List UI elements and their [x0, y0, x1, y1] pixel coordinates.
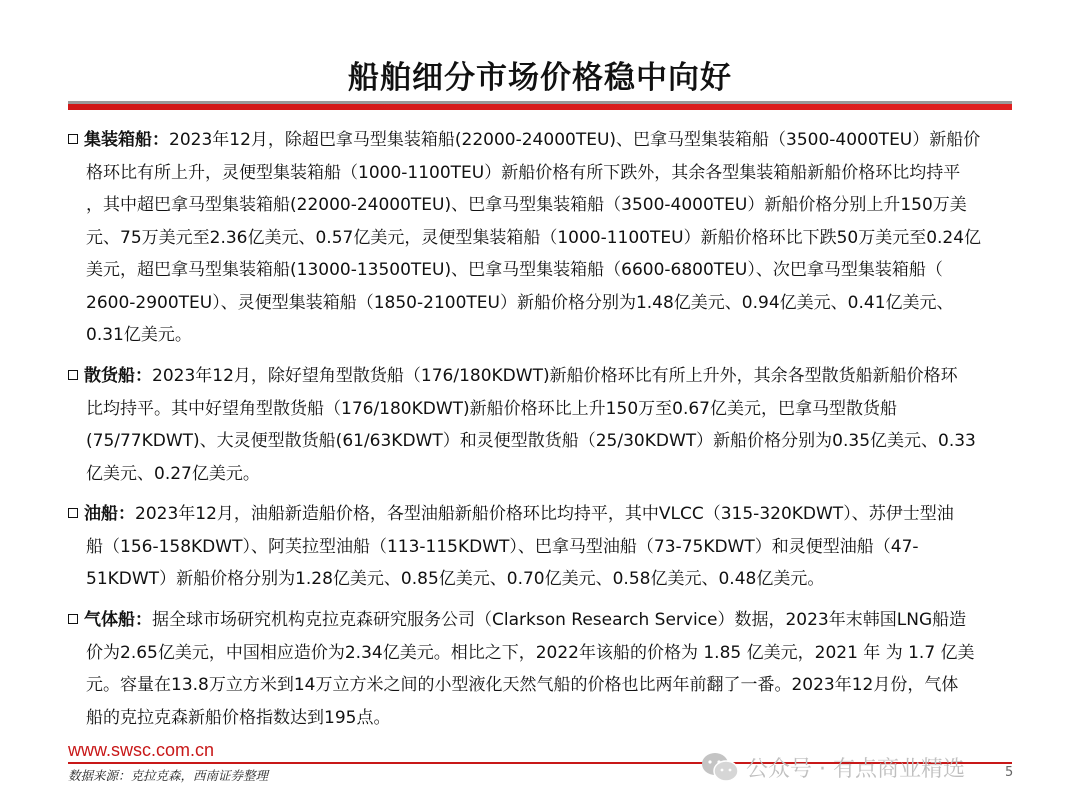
watermark-text: 公众号 · 有点商业精选: [746, 756, 965, 782]
section-line: ，其中超巴拿马型集装箱船(22000-24000TEU)、巴拿马型集装箱船（3500-4000TEU）新船价格分别上升150万美: [86, 195, 967, 215]
square-bullet-icon: [68, 508, 78, 518]
page-title: 船舶细分市场价格稳中向好: [348, 60, 732, 96]
section-line: 0.31亿美元。: [86, 325, 192, 345]
section-container-ships: [68, 124, 1018, 352]
section-line: (75/77KDWT)、大灵便型散货船(61/63KDWT）和灵便型散货船（25/30KDWT）新船价格分别为0.35亿美元、0.33: [86, 431, 976, 451]
section-tankers: [68, 498, 1018, 596]
section-line: 亿美元、0.27亿美元。: [86, 463, 260, 484]
square-bullet-icon: [68, 614, 78, 624]
section-line: 2600-2900TEU）、灵便型集装箱船（1850-2100TEU）新船价格分别为1.48亿美元、0.94亿美元、0.41亿美元、: [86, 292, 954, 313]
section-line: [68, 604, 1018, 637]
section-bulk-carriers: [68, 360, 1018, 490]
section-line: 元。容量在13.8万立方米到14万立方米之间的小型液化天然气船的价格也比两年前翻了一番。2023年12月份，气体: [86, 675, 959, 695]
section-line: [68, 360, 1018, 393]
wechat-icon: [700, 750, 740, 784]
section-line: 价为2.65亿美元，中国相应造价为2.34亿美元。相比之下，2022年该船的价格为 1.85 亿美元，2021 年 为 1.7 亿美: [86, 642, 975, 663]
section-text: 2023年12月，除超巴拿马型集装箱船(22000-24000TEU)、巴拿马型集装箱船（3500-4000TEU）新船价: [169, 130, 981, 150]
square-bullet-icon: [68, 134, 78, 144]
page-number: 5: [1005, 765, 1014, 780]
section-label: 散货船：: [84, 366, 152, 386]
data-source-note: 数据来源：克拉克森，西南证券整理: [68, 768, 269, 783]
section-line: 美元，超巴拿马型集装箱船(13000-13500TEU)、巴拿马型集装箱船（6600-6800TEU）、次巴拿马型集装箱船（: [86, 260, 943, 280]
section-text: 2023年12月，除好望角型散货船（176/180KDWT)新船价格环比有所上升外，其余各型散货船新船价格环: [152, 366, 958, 386]
square-bullet-icon: [68, 370, 78, 380]
section-line: 比均持平。其中好望角型散货船（176/180KDWT)新船价格环比上升150万至0.67亿美元，巴拿马型散货船: [86, 398, 897, 419]
section-line: 51KDWT）新船价格分别为1.28亿美元、0.85亿美元、0.70亿美元、0.58亿美元、0.48亿美元。: [86, 569, 825, 589]
watermark: [700, 748, 965, 786]
section-label: 集装箱船：: [84, 130, 169, 150]
section-label: 油船：: [84, 504, 135, 524]
footer-website-link[interactable]: www.swsc.com.cn: [68, 740, 215, 760]
title-divider-red: [68, 104, 1012, 110]
section-gas-carriers: [68, 604, 1018, 734]
section-text: 据全球市场研究机构克拉克森研究服务公司（Clarkson Research Service）数据，2023年末韩国LNG船造: [152, 610, 967, 630]
section-line: 元、75万美元至2.36亿美元、0.57亿美元，灵便型集装箱船（1000-1100TEU）新船价格环比下跌50万美元至0.24亿: [86, 227, 982, 248]
section-line: [68, 124, 1018, 157]
section-line: [68, 498, 1018, 531]
section-text: 2023年12月，油船新造船价格，各型油船新船价格环比均持平，其中VLCC（315-320KDWT）、苏伊士型油: [135, 504, 954, 524]
section-line: 格环比有所上升，灵便型集装箱船（1000-1100TEU）新船价格有所下跌外，其余各型集装箱船新船价格环比均持平: [86, 162, 961, 183]
section-label: 气体船：: [84, 610, 152, 630]
section-line: 船的克拉克森新船价格指数达到195点。: [86, 707, 391, 728]
section-line: 船（156-158KDWT）、阿芙拉型油船（113-115KDWT）、巴拿马型油船（73-75KDWT）和灵便型油船（47-: [86, 536, 919, 557]
